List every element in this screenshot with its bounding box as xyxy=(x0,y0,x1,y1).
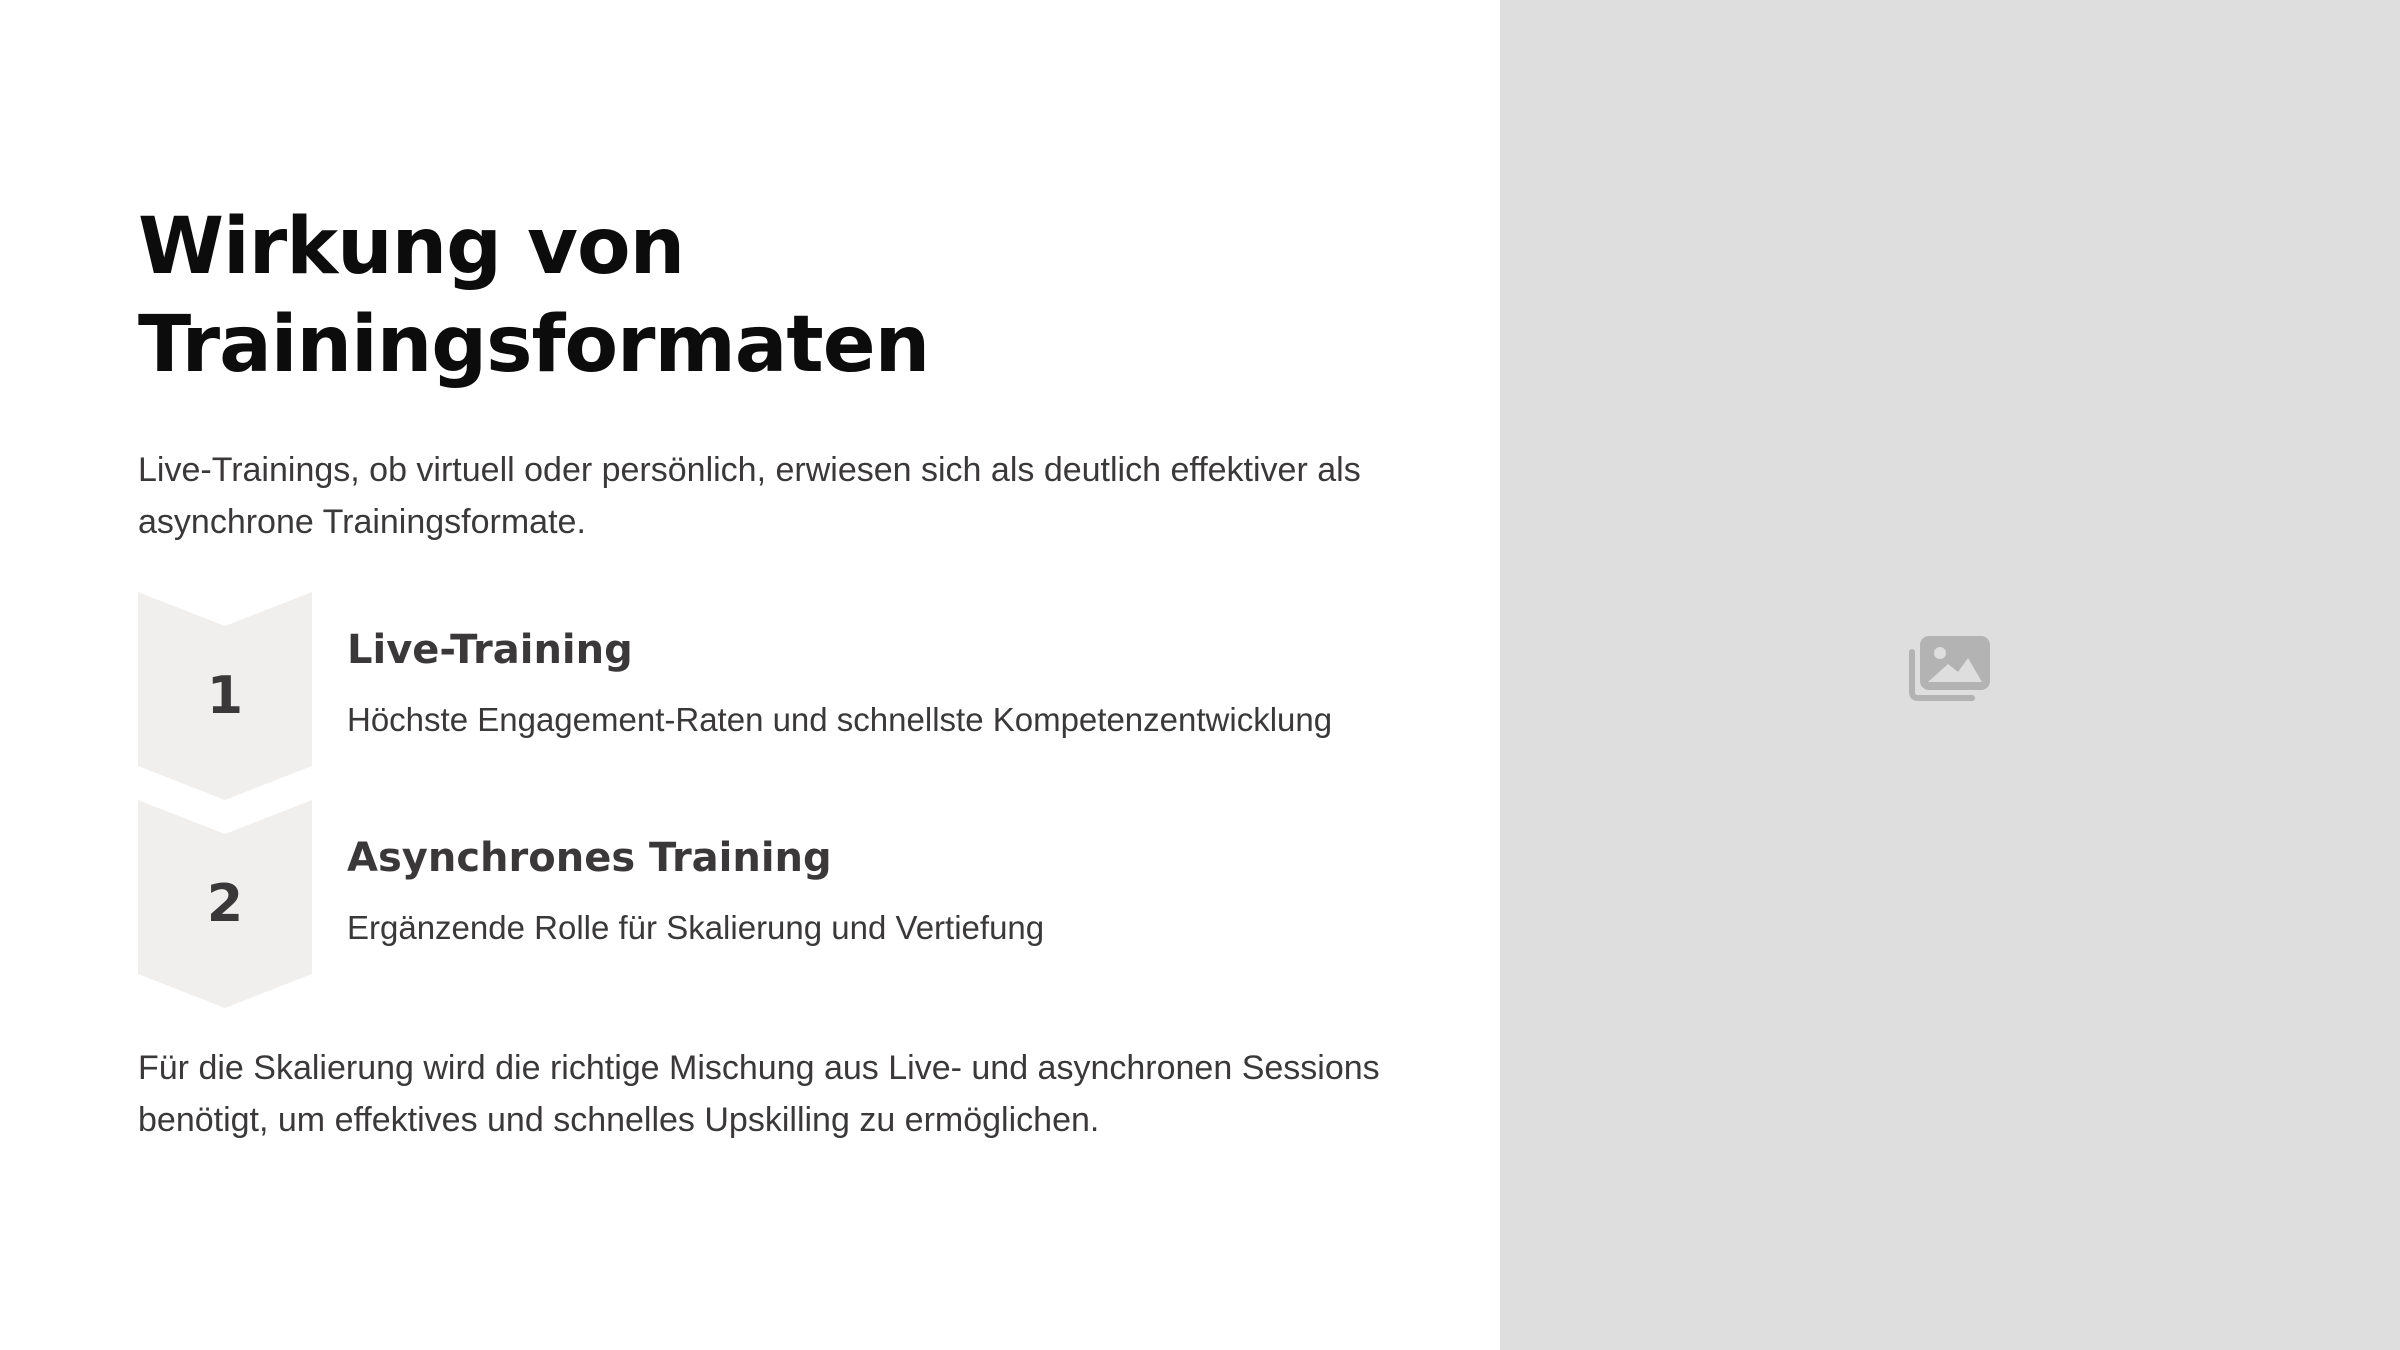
step-heading: Live-Training xyxy=(347,627,633,673)
image-placeholder-icon xyxy=(1908,634,1992,702)
step-description: Höchste Engagement-Raten und schnellste Kompetenzentwicklung xyxy=(347,701,1333,738)
step-2 xyxy=(138,800,1398,1008)
slide-title xyxy=(138,198,1378,394)
image-placeholder[interactable] xyxy=(1500,0,2400,1350)
step-heading: Asynchrones Training xyxy=(347,835,832,881)
step-description: Ergänzende Rolle für Skalierung und Vertiefung xyxy=(347,909,1045,946)
slide-title-line-1: Wirkung von xyxy=(138,202,685,292)
slide-title-line-2: Trainingsformaten xyxy=(138,300,930,390)
step-number: 2 xyxy=(206,874,244,934)
step-1 xyxy=(138,592,1398,800)
intro-text: Live-Trainings, ob virtuell oder persönlich, erwiesen sich als deutlich effektiver als asynchrone Trainingsformate. xyxy=(138,451,1361,541)
outro-text: Für die Skalierung wird die richtige Mischung aus Live- und asynchronen Sessions benötigt, um effektives und schnelles Upskilling zu ermöglichen. xyxy=(138,1049,1380,1139)
step-number: 1 xyxy=(206,666,244,726)
